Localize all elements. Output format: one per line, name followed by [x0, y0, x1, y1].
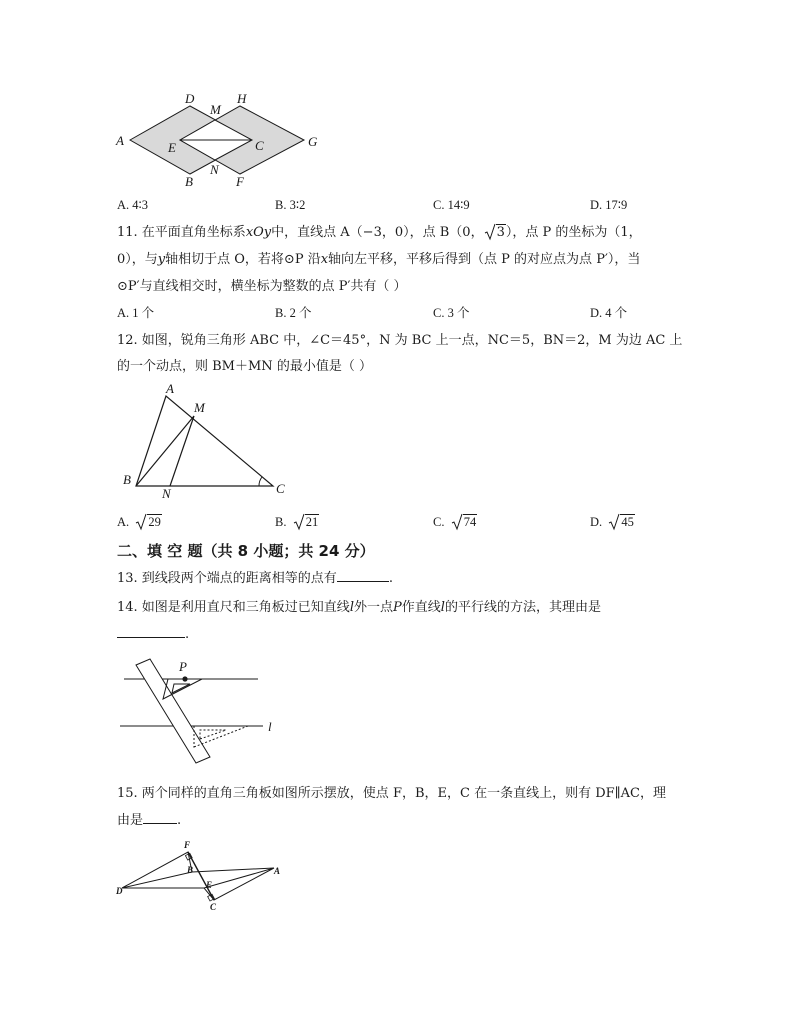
q15-label-F: F	[184, 840, 191, 850]
q14-answer-blank[interactable]	[117, 637, 185, 638]
q11-text-c: ），点 P 的坐标为（1，	[505, 225, 642, 240]
q14-ruler	[136, 659, 210, 763]
q11-line-2	[117, 252, 640, 268]
q10-option-b[interactable]: B. 3∶2	[275, 198, 306, 212]
q10-label-E: E	[168, 140, 176, 155]
q14-triangle-lower	[194, 726, 248, 747]
q12-line-1: 12. 如图，锐角三角形 ABC 中，∠C＝45°，N 为 BC 上一点，NC＝5，BN＝2，M 为边 AC 上	[117, 333, 683, 348]
q15-triangle-dfb	[122, 852, 192, 888]
q11-text-e: 轴相切于点 O，若将⊙P 沿	[165, 252, 321, 267]
q15-label-D: D	[116, 886, 123, 896]
q14-line-2: .	[117, 627, 189, 643]
q14-triangle-upper-inner	[172, 684, 190, 693]
q15-line-1: 15. 两个同样的直角三角板如图所示摆放，使点 F，B，E，C 在一条直线上，则有 DF∥AC，理	[117, 786, 666, 801]
q12-label-A: A	[166, 381, 174, 396]
q12-angle-c-arc	[259, 477, 262, 486]
q14-label-P: P	[179, 659, 187, 674]
q12-label-C: C	[276, 481, 285, 496]
q11-text-a: 11. 在平面直角坐标系	[117, 225, 246, 240]
q11-line-1	[117, 224, 642, 241]
q12-figure	[118, 380, 293, 500]
q11-line-3: ⊙P′与直线相交时，横坐标为整数的点 P′共有（ ）	[117, 279, 407, 294]
q11-option-a[interactable]: A. 1 个	[117, 306, 155, 320]
q10-label-A: A	[116, 133, 124, 148]
q14-line-1: 14. 如图是利用直尺和三角板过已知直线l外一点P作直线l的平行线的方法，其理由是	[117, 600, 601, 615]
q12-label-M: M	[194, 400, 205, 415]
q11-text-b: 中，直线点 A（−3，0），点 B（0，	[271, 225, 484, 240]
q10-label-B: B	[185, 174, 193, 189]
q10-figure	[112, 88, 327, 192]
q10-label-D: D	[185, 91, 195, 106]
q11-sqrt3: 3	[484, 224, 506, 241]
q11-text-f: 轴向左平移，平移后得到（点 P 的对应点为点 P′），当	[328, 252, 641, 267]
q10-label-C: C	[255, 138, 264, 153]
q11-option-d[interactable]: D. 4 个	[590, 306, 628, 320]
q13-line: 13. 到线段两个端点的距离相等的点有 .	[117, 571, 393, 586]
q12-label-B: B	[123, 472, 131, 487]
q10-label-F: F	[236, 174, 244, 189]
q15-label-E: E	[206, 880, 213, 890]
q12-option-b[interactable]: B. 21	[275, 515, 319, 529]
q11-option-c[interactable]: C. 3 个	[433, 306, 470, 320]
q12-option-d[interactable]: D. 45	[590, 515, 634, 529]
q13-answer-blank[interactable]	[337, 581, 389, 582]
q11-xoy: xOy	[245, 225, 272, 240]
q11-option-b[interactable]: B. 2 个	[275, 306, 312, 320]
q15-line-2: 由是 .	[117, 813, 182, 828]
q15-triangle-aec	[204, 868, 274, 900]
q10-label-N: N	[210, 162, 219, 177]
q14-p-italic: P	[393, 600, 402, 615]
q10-label-M: M	[210, 102, 221, 117]
q15-label-C: C	[210, 902, 217, 910]
q15-label-B: B	[187, 865, 194, 875]
q10-option-c[interactable]: C. 14∶9	[433, 198, 470, 212]
section-2-title: 二、填 空 题（共 8 小题；共 24 分）	[117, 542, 375, 560]
q11-text-d: 0），与	[117, 252, 158, 267]
q12-segment-mn	[170, 416, 194, 486]
q11-y: y	[157, 252, 166, 267]
q12-label-N: N	[162, 486, 171, 500]
q14-label-l: l	[268, 719, 272, 734]
q15-label-A: A	[274, 866, 281, 876]
q15-line-fc	[188, 852, 214, 900]
q10-option-d[interactable]: D. 17∶9	[590, 198, 628, 212]
q12-line-2: 的一个动点，则 BM＋MN 的最小值是（ ）	[117, 359, 372, 374]
q13-text: 13. 到线段两个端点的距离相等的点有	[117, 571, 337, 586]
q12-option-c[interactable]: C. 74	[433, 515, 477, 529]
q14-figure	[118, 655, 283, 770]
q14-triangle-lower-inner	[200, 730, 226, 739]
q12-segment-bm	[136, 416, 194, 486]
q14-point-p	[182, 676, 187, 681]
q10-option-a[interactable]: A. 4∶3	[117, 198, 149, 212]
q15-answer-blank[interactable]	[143, 823, 177, 824]
q14-l-italic: l	[349, 600, 354, 615]
q11-x: x	[320, 252, 329, 267]
q12-option-a[interactable]: A. 29	[117, 515, 161, 529]
q10-label-H: H	[237, 91, 247, 106]
q10-label-G: G	[308, 134, 318, 149]
q15-figure	[112, 838, 292, 910]
